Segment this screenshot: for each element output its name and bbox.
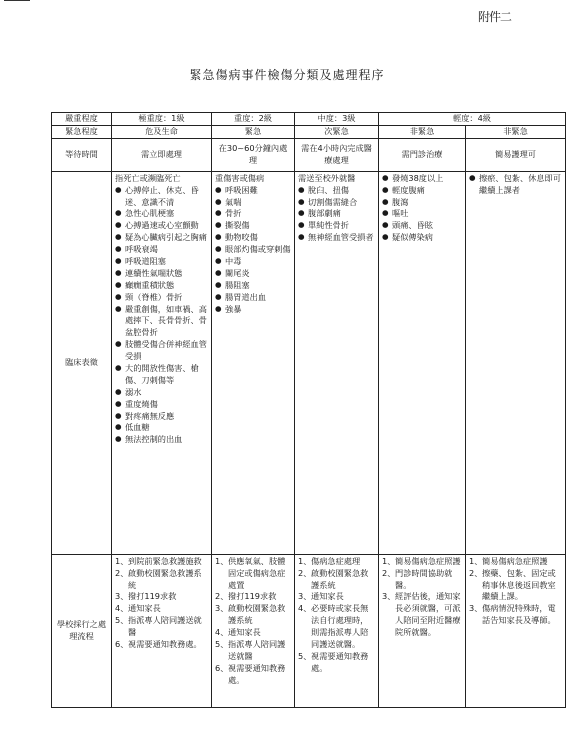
severity-level-2: 重度：2級 <box>212 113 295 126</box>
severity-level-3: 中度：3級 <box>295 113 379 126</box>
wait-time-value: 簡易護理可 <box>466 138 566 171</box>
clinical-item: ● 頭痛、昏眩 <box>382 220 462 232</box>
step-number: 3、 <box>382 591 396 602</box>
clinical-col-2 <box>212 171 295 554</box>
step-text: 簡易傷病急症照護 <box>395 555 461 566</box>
wait-time-label: 等待時間 <box>52 138 112 171</box>
clinical-item: ● 嚴重創傷，如車禍、高處摔下、長骨骨折、骨盆腔骨折 <box>115 304 208 340</box>
wait-time-value: 需在4小時內完成醫療處理 <box>295 138 379 171</box>
clinical-item: ● 心搏停止、休克、昏迷、意識不清 <box>115 185 208 209</box>
clinical-item: ● 呼吸道阻塞 <box>115 256 208 268</box>
clinical-item: ● 氣喘 <box>215 197 291 209</box>
clinical-item: ● 腸阻塞 <box>215 280 291 292</box>
clinical-item: ● 眼部灼傷或穿刺傷 <box>215 244 291 256</box>
procedure-step <box>215 639 291 663</box>
clinical-item: ● 中毒 <box>215 256 291 268</box>
wait-time-row <box>52 138 566 171</box>
step-number: 6、 <box>215 662 229 673</box>
clinical-item: ● 大的開放性傷害、槍傷、刀刺傷等 <box>115 363 208 387</box>
step-number: 4、 <box>298 603 312 614</box>
procedure-step <box>469 603 562 627</box>
clinical-item: ● 腹瀉 <box>382 197 462 209</box>
urgency-value: 非緊急 <box>379 125 466 138</box>
clinical-item: ● 疑為心臟病引起之胸痛 <box>115 232 208 244</box>
urgency-value: 非緊急 <box>466 125 566 138</box>
urgency-value: 危及生命 <box>112 125 212 138</box>
clinical-signs-row <box>52 171 566 554</box>
severity-row <box>52 113 566 126</box>
clinical-list <box>215 185 291 316</box>
step-text: 撥打119求救 <box>228 591 277 602</box>
procedure-step <box>115 568 208 592</box>
procedure-step <box>215 627 291 639</box>
procedure-step <box>215 663 291 687</box>
procedure-col-1 <box>112 554 212 707</box>
procedure-step <box>298 556 375 568</box>
corner-scan-mark <box>4 0 30 1</box>
procedure-step <box>298 568 375 592</box>
procedure-col-2 <box>212 554 295 707</box>
step-number: 2、 <box>382 567 396 578</box>
step-text: 指派專人陪同護送就醫 <box>128 615 202 638</box>
urgency-value: 次緊急 <box>295 125 379 138</box>
clinical-item: ● 腹部劇痛 <box>298 208 375 220</box>
step-number: 1、 <box>298 555 312 566</box>
clinical-item: ● 無神經血管受損者 <box>298 232 375 244</box>
clinical-list <box>115 185 208 447</box>
wait-time-value: 需立即處理 <box>112 138 212 171</box>
step-text: 啟動校園緊急救護系統 <box>228 603 286 626</box>
clinical-col-4 <box>379 171 466 554</box>
clinical-list <box>298 185 375 244</box>
step-text: 啟動校園緊急救護系統 <box>311 567 369 590</box>
step-number: 3、 <box>298 591 312 602</box>
procedure-step <box>298 591 375 603</box>
clinical-item: ● 對疼痛無反應 <box>115 411 208 423</box>
procedure-step <box>382 591 462 639</box>
clinical-item: ● 無法控制的出血 <box>115 434 208 446</box>
procedure-step <box>382 568 462 592</box>
clinical-item: ● 疑似傳染病 <box>382 232 462 244</box>
step-number: 5、 <box>215 639 229 650</box>
step-text: 指派專人陪同護送就醫 <box>228 639 286 661</box>
clinical-item: ● 重度燒傷 <box>115 399 208 411</box>
clinical-item: ● 單純性骨折 <box>298 220 375 232</box>
procedure-step <box>469 568 562 604</box>
clinical-col-3 <box>295 171 379 554</box>
step-text: 通知家長 <box>311 591 344 602</box>
step-text: 簡易傷病急症照護 <box>482 555 548 566</box>
severity-label: 嚴重程度 <box>52 113 112 126</box>
procedure-step <box>469 556 562 568</box>
attachment-label: 附件二 <box>478 10 512 24</box>
clinical-item: ● 嘔吐 <box>382 208 462 220</box>
clinical-item: ● 發燒38度以上 <box>382 173 462 185</box>
procedure-list <box>215 556 291 687</box>
procedure-label: 學校採行之處理流程 <box>52 554 112 707</box>
procedure-step <box>115 591 208 603</box>
procedure-step <box>298 651 375 675</box>
step-number: 3、 <box>215 603 229 614</box>
step-text: 經評估後，通知家長必須就醫，可派人陪同至附近醫療院所就醫。 <box>395 591 461 638</box>
step-number: 6、 <box>115 639 129 650</box>
step-text: 供應氧氣、肢體固定或傷病急症處置 <box>228 555 286 590</box>
step-number: 2、 <box>298 567 312 578</box>
clinical-item: ● 肢體受傷合併神經血管受損 <box>115 339 208 363</box>
procedure-step <box>215 603 291 627</box>
clinical-item: ● 急性心肌梗塞 <box>115 208 208 220</box>
step-number: 4、 <box>115 603 129 614</box>
clinical-item: ● 低血糖 <box>115 422 208 434</box>
document-title: 緊急傷病事件檢傷分類及處理程序 <box>189 68 385 82</box>
step-text: 通知家長 <box>228 627 261 638</box>
clinical-lead: 指死亡或瀕臨死亡 <box>115 172 181 183</box>
clinical-item: ● 癲癇重積狀態 <box>115 280 208 292</box>
clinical-lead: 重傷害或傷病 <box>215 172 265 183</box>
clinical-signs-label: 臨床表徵 <box>52 171 112 554</box>
step-number: 2、 <box>469 567 483 578</box>
procedure-row <box>52 554 566 707</box>
urgency-label: 緊急程度 <box>52 125 112 138</box>
procedure-col-3 <box>295 554 379 707</box>
clinical-item: ● 脫臼、扭傷 <box>298 185 375 197</box>
procedure-step <box>115 615 208 639</box>
clinical-list <box>382 173 462 244</box>
clinical-col-1 <box>112 171 212 554</box>
step-text: 傷病情況特殊時，電話告知家長及導師。 <box>482 603 556 626</box>
step-text: 到院前緊急救護施救 <box>128 555 202 566</box>
procedure-list <box>115 556 208 651</box>
step-number: 2、 <box>115 567 129 578</box>
clinical-item: ● 骨折 <box>215 208 291 220</box>
procedure-step <box>215 556 291 592</box>
step-text: 撥打119求救 <box>128 591 177 602</box>
step-text: 視需要通知教務處。 <box>311 650 369 673</box>
clinical-item: ● 切割傷需縫合 <box>298 197 375 209</box>
procedure-col-5 <box>466 554 566 707</box>
step-text: 擦藥、包紮、固定或稍事休息後返回教室繼續上課。 <box>482 567 556 602</box>
wait-time-value: 需門診治療 <box>379 138 466 171</box>
step-number: 1、 <box>469 555 483 566</box>
step-number: 3、 <box>115 591 129 602</box>
step-number: 1、 <box>115 555 129 566</box>
step-number: 3、 <box>469 603 483 614</box>
step-number: 1、 <box>382 555 396 566</box>
clinical-item: ● 動物咬傷 <box>215 232 291 244</box>
step-number: 4、 <box>215 627 229 638</box>
severity-level-1: 極重度：1級 <box>112 113 212 126</box>
clinical-item: ● 溺水 <box>115 387 208 399</box>
procedure-step <box>115 603 208 615</box>
step-number: 5、 <box>115 615 129 626</box>
procedure-step <box>115 639 208 651</box>
procedure-list <box>382 556 462 639</box>
procedure-step <box>115 556 208 568</box>
clinical-col-5 <box>466 171 566 554</box>
procedure-list <box>469 556 562 627</box>
clinical-item: ● 頸（脊椎）骨折 <box>115 292 208 304</box>
clinical-lead: 需送至校外就醫 <box>298 172 356 183</box>
procedure-step <box>298 603 375 651</box>
clinical-item: ● 心搏過速或心室顫動 <box>115 220 208 232</box>
clinical-item: ● 闌尾炎 <box>215 268 291 280</box>
step-text: 門診時間協助就醫。 <box>395 567 453 590</box>
clinical-item: ● 呼吸困難 <box>215 185 291 197</box>
procedure-list <box>298 556 375 675</box>
step-text: 視需要通知教務處。 <box>128 639 202 650</box>
urgency-row <box>52 125 566 138</box>
clinical-item: ● 輕度腹痛 <box>382 185 462 197</box>
step-text: 必要時或家長無法自行處理時，則需指派專人陪同護送就醫。 <box>311 603 369 650</box>
clinical-item: ● 腸胃道出血 <box>215 292 291 304</box>
procedure-col-4 <box>379 554 466 707</box>
step-text: 啟動校園緊急救護系統 <box>128 567 202 590</box>
step-number: 2、 <box>215 591 229 602</box>
step-text: 通知家長 <box>128 603 161 614</box>
severity-level-4: 輕度：4級 <box>379 113 566 126</box>
wait-time-value: 在30~60分鐘內處理 <box>212 138 295 171</box>
urgency-value: 緊急 <box>212 125 295 138</box>
step-number: 1、 <box>215 555 229 566</box>
triage-table <box>51 112 566 708</box>
step-number: 5、 <box>298 650 312 661</box>
procedure-step <box>215 591 291 603</box>
clinical-item: ● 撕裂傷 <box>215 220 291 232</box>
clinical-item: ● 強暴 <box>215 304 291 316</box>
step-text: 傷病急症處理 <box>311 555 361 566</box>
clinical-item: ● 連續性氣喘狀態 <box>115 268 208 280</box>
clinical-list <box>469 173 562 197</box>
clinical-item: ● 擦瘀、包紮、休息即可繼續上課者 <box>469 173 562 197</box>
procedure-step <box>382 556 462 568</box>
step-text: 視需要通知教務處。 <box>228 662 286 685</box>
clinical-item: ● 呼吸衰竭 <box>115 244 208 256</box>
